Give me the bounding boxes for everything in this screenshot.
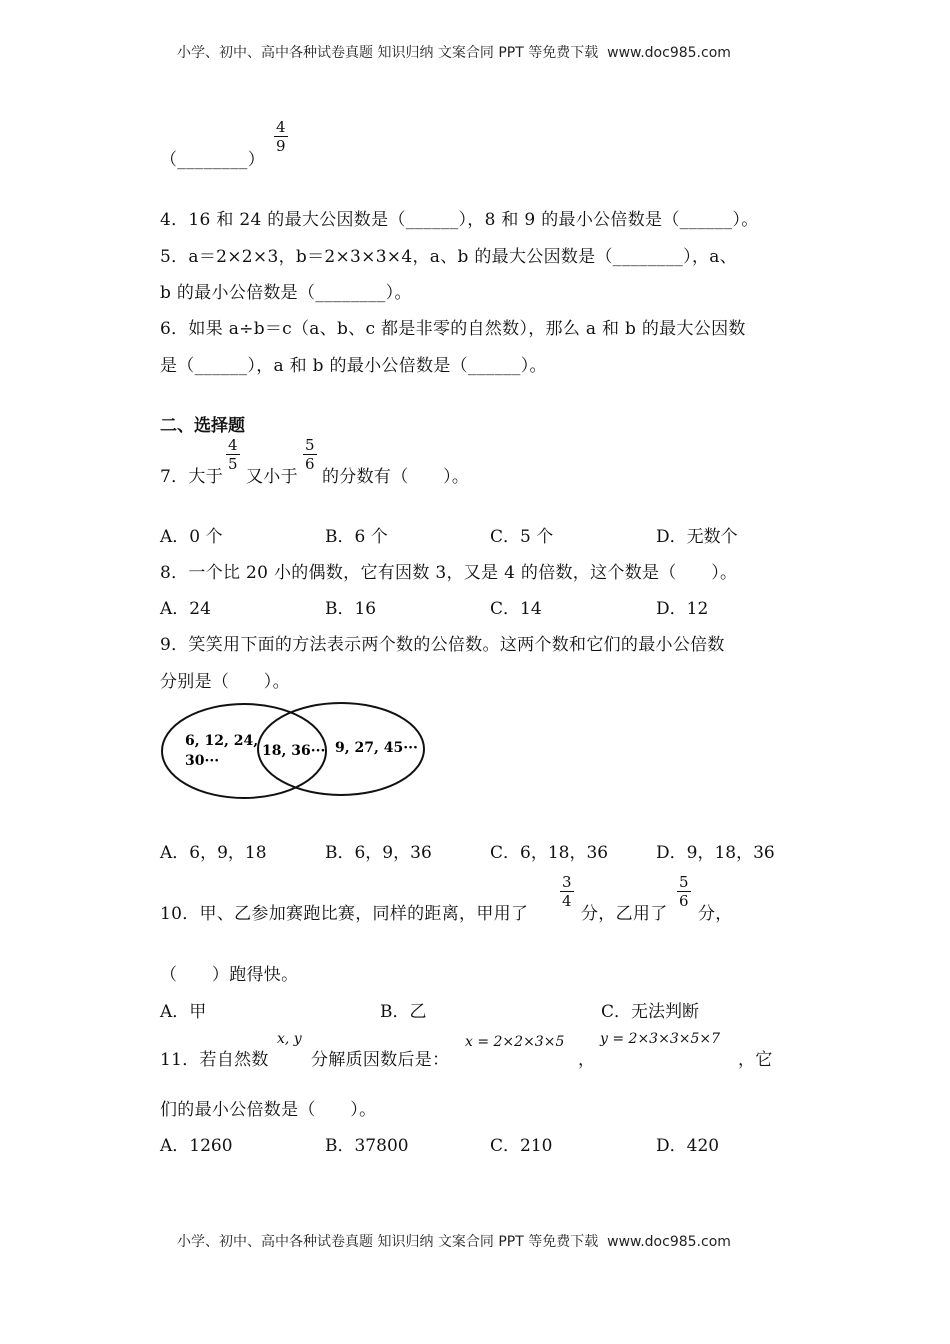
question-5-line2: b 的最小公倍数是（________）。 [160,283,412,303]
question-9-line2: 分别是（ ）。 [160,672,290,692]
q11-option-b[interactable]: B．37800 [325,1136,409,1156]
q7-fraction-1 [226,436,240,473]
q10-option-a[interactable]: A．甲 [160,1002,207,1022]
venn-middle: 18, 36··· [262,743,326,759]
q10-f1-num: 3 [562,873,572,891]
q11-eq1: x = 2×2×3×5 [465,1034,565,1050]
section-title: 二、选择题 [160,416,245,436]
venn-right: 9, 27, 45··· [335,740,418,756]
q7-middle: 又小于 [246,467,298,487]
question-8: 8．一个比 20 小的偶数，它有因数 3，又是 4 的倍数，这个数是（ ）。 [160,563,738,583]
q10-option-c[interactable]: C．无法判断 [601,1002,700,1022]
q10-prefix: 10．甲、乙参加赛跑比赛，同样的距离，甲用了 [160,904,529,924]
q7-f1-num: 4 [228,436,238,454]
q3-frac-den: 9 [276,137,286,155]
page-footer [177,1231,731,1251]
q7-option-b[interactable]: B．6 个 [325,527,388,547]
q7-fraction-2 [303,436,317,473]
q9-option-c[interactable]: C．6，18，36 [490,843,609,863]
header-text: 小学、初中、高中各种试卷真题 知识归纳 文案合同 PPT 等免费下载 [177,45,599,61]
q9-option-b[interactable]: B．6，9，36 [325,843,432,863]
q3-fraction [274,118,288,155]
venn-left-line2: 30··· [185,753,220,769]
q10-f2-num: 5 [679,873,689,891]
q7-f2-num: 5 [305,436,315,454]
q11-suffix: ，它 [738,1050,773,1070]
q7-f2-den: 6 [305,455,315,473]
question-9-line1: 9．笑笑用下面的方法表示两个数的公倍数。这两个数和它们的最小公倍数 [160,635,725,655]
q11-eq2: y = 2×3×3×5×7 [600,1031,720,1047]
q8-option-a[interactable]: A．24 [160,599,211,619]
q11-option-c[interactable]: C．210 [490,1136,553,1156]
q11-option-d[interactable]: D．420 [656,1136,720,1156]
footer-site: www.doc985.com [607,1234,731,1250]
q7-option-d[interactable]: D．无数个 [656,527,738,547]
question-5-line1: 5．a＝2×2×3，b＝2×3×3×4，a、b 的最大公因数是（________），a、 [160,247,738,267]
q11-line2: 们的最小公倍数是（ ）。 [160,1100,377,1120]
q10-line2: （ ）跑得快。 [160,965,299,985]
q3-frac-num: 4 [276,118,286,136]
q10-suffix: 分， [698,904,733,924]
q7-f1-den: 5 [228,455,238,473]
q10-fraction-1 [560,873,574,910]
venn-diagram [158,700,430,802]
q10-option-b[interactable]: B．乙 [380,1002,427,1022]
venn-left-line1: 6, 12, 24, [185,733,259,749]
q10-fraction-2 [677,873,691,910]
question-6-line1: 6．如果 a÷b＝c（a、b、c 都是非零的自然数），那么 a 和 b 的最大公因数 [160,319,746,339]
q8-option-b[interactable]: B．16 [325,599,377,619]
q7-prefix: 7．大于 [160,467,224,487]
q11-prefix: 11．若自然数 [160,1050,269,1070]
q3-blank: （________） [160,150,265,170]
q8-option-c[interactable]: C．14 [490,599,542,619]
question-6-line2: 是（______），a 和 b 的最小公倍数是（______）。 [160,356,547,376]
q7-option-c[interactable]: C．5 个 [490,527,554,547]
q10-f2-den: 6 [679,892,689,910]
header-site: www.doc985.com [607,45,731,61]
q11-option-a[interactable]: A．1260 [160,1136,233,1156]
q11-comma: ， [578,1050,596,1070]
q7-option-a[interactable]: A．0 个 [160,527,223,547]
question-4: 4．16 和 24 的最大公因数是（______），8 和 9 的最小公倍数是（______）。 [160,210,759,230]
q9-option-a[interactable]: A．6，9，18 [160,843,267,863]
q11-middle: 分解质因数后是： [311,1050,450,1070]
q10-f1-den: 4 [562,892,572,910]
q9-option-d[interactable]: D．9，18，36 [656,843,775,863]
q11-vars: x, y [277,1031,302,1047]
footer-text: 小学、初中、高中各种试卷真题 知识归纳 文案合同 PPT 等免费下载 [177,1234,599,1250]
q8-option-d[interactable]: D．12 [656,599,709,619]
page-header [177,42,731,62]
q10-middle: 分，乙用了 [581,904,668,924]
q7-suffix: 的分数有（ ）。 [322,467,470,487]
